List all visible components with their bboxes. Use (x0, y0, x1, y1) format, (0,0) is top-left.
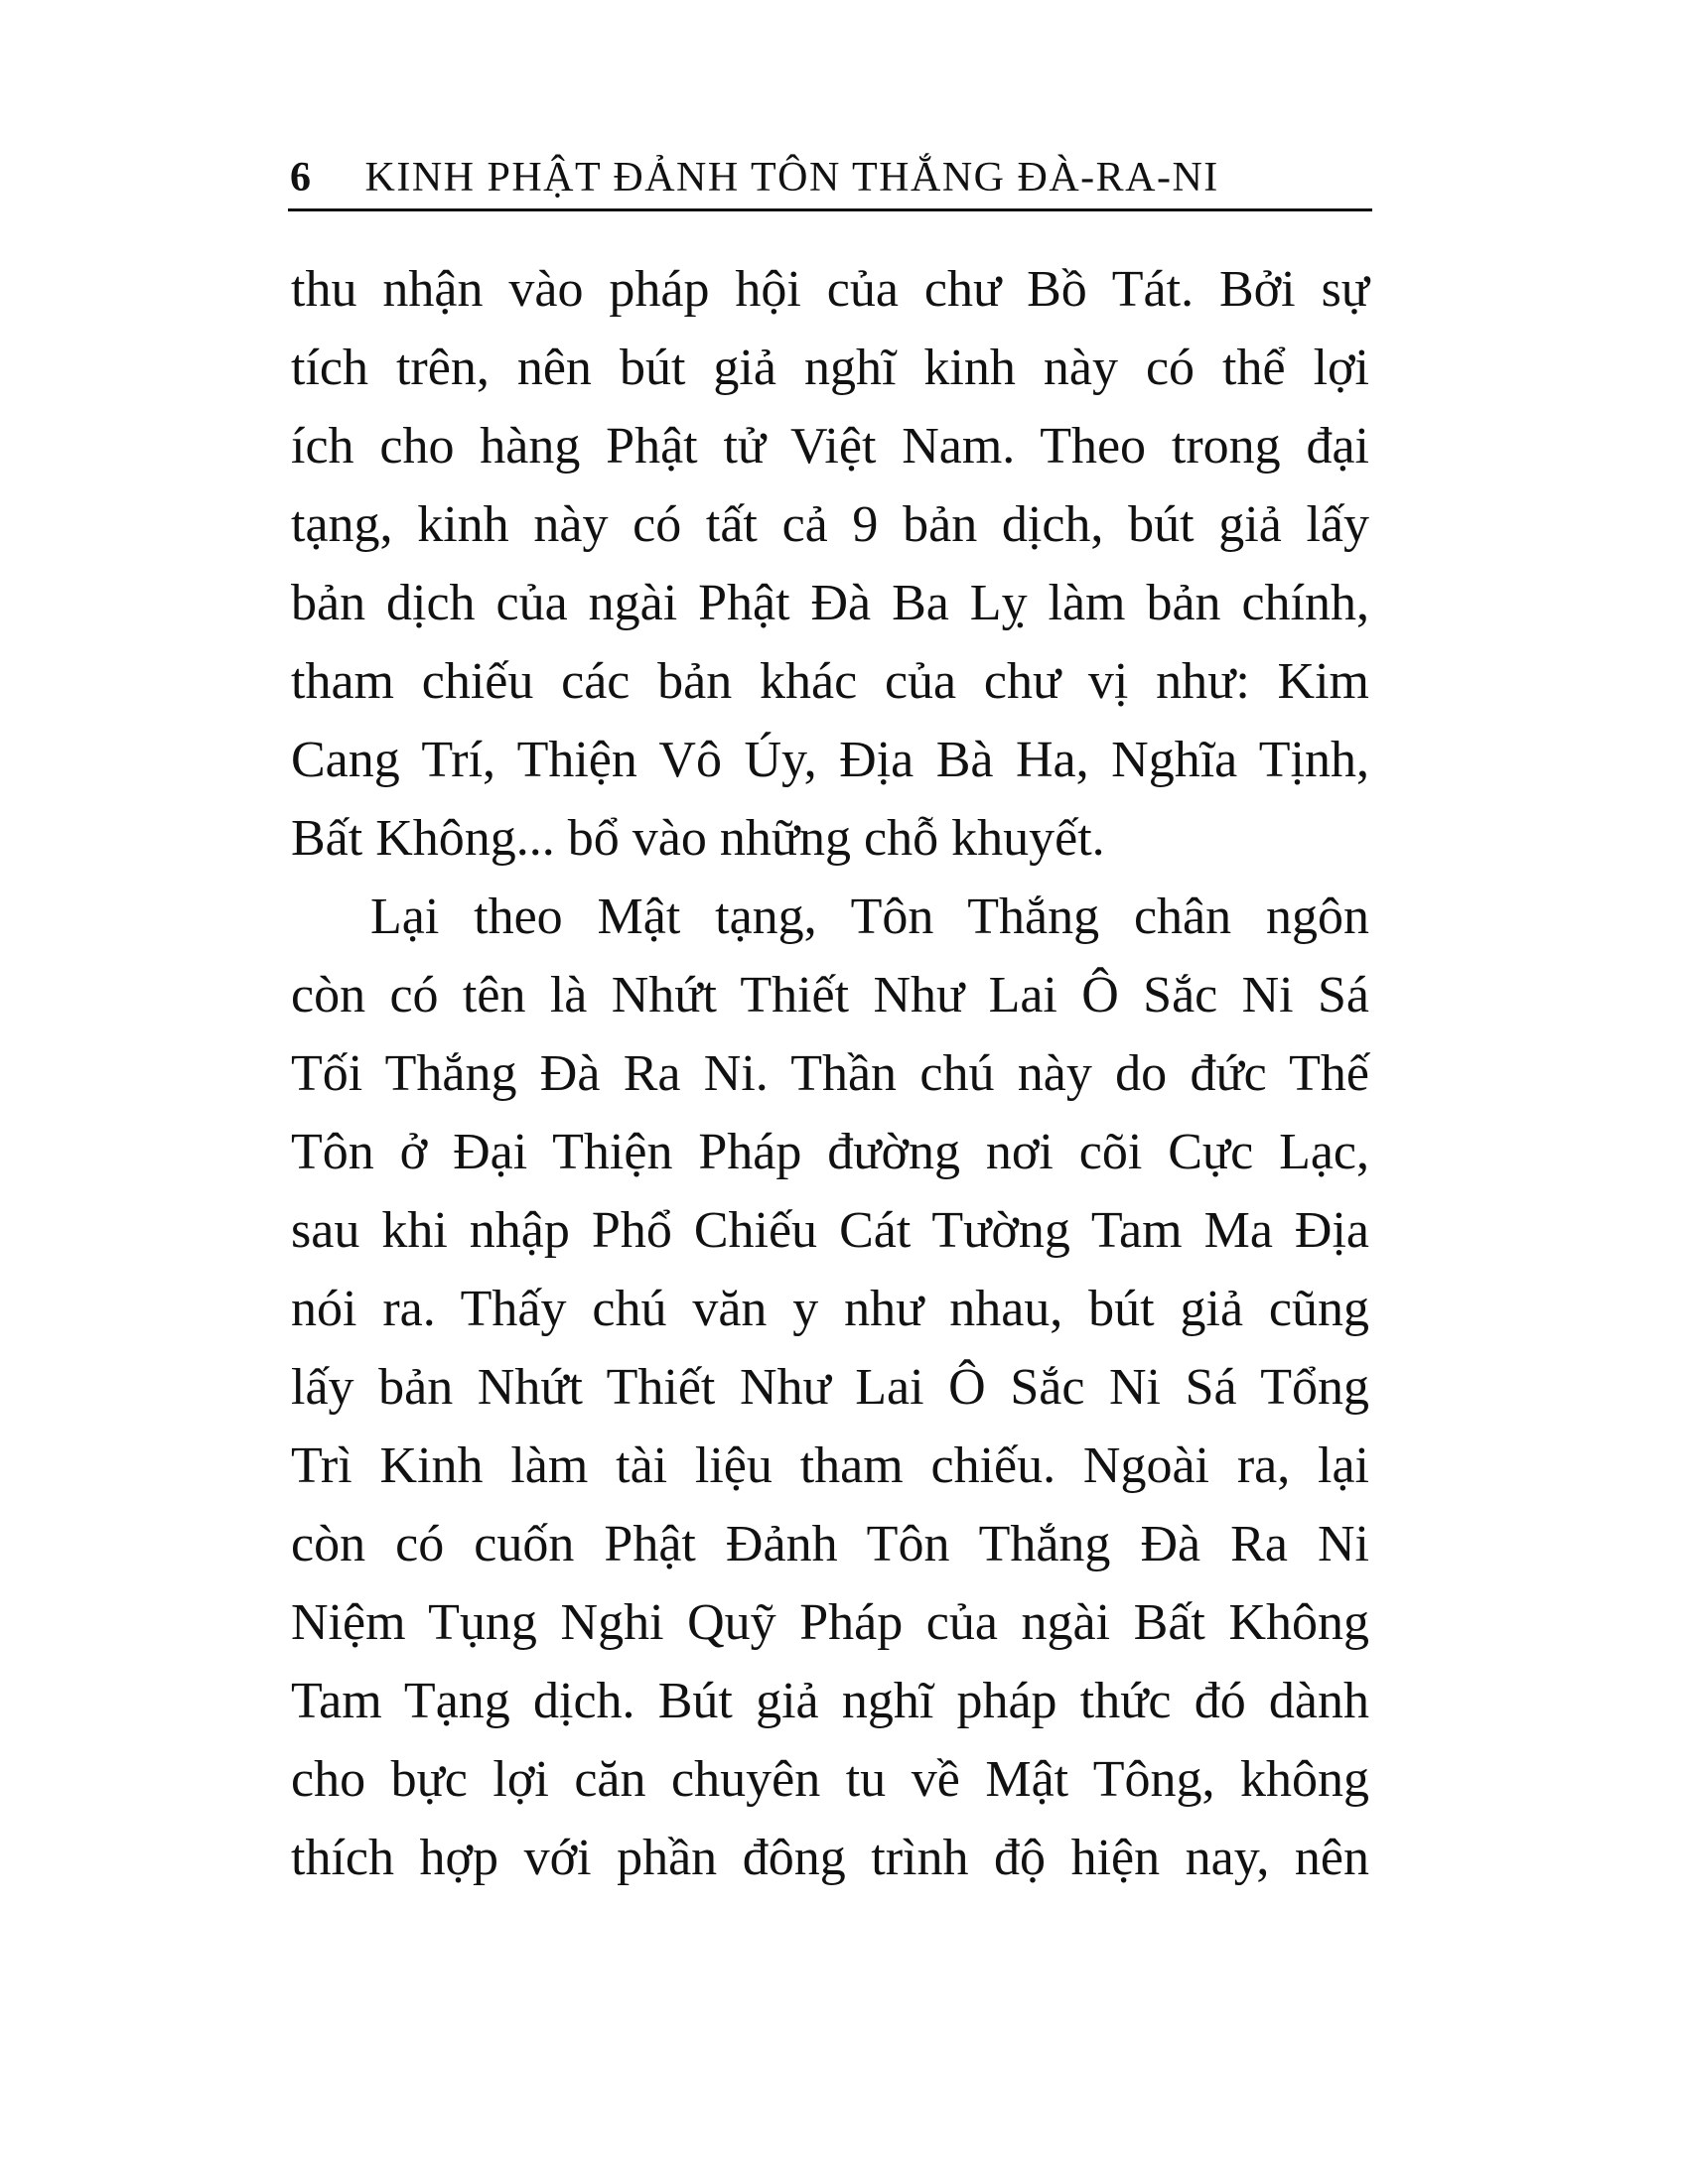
text-line: Bất Không... bổ vào những chỗ khuyết. (291, 810, 1105, 867)
text-line: tham chiếu các bản khác của chư vị như: Kim (291, 653, 1369, 710)
running-header (288, 147, 1372, 211)
text-line: tạng, kinh này có tất cả 9 bản dịch, bút giả lấy (291, 496, 1369, 553)
page-number: 6 (290, 155, 311, 201)
text-line: còn có cuốn Phật Đảnh Tôn Thắng Đà Ra Ni (291, 1516, 1369, 1572)
text-line: cho bực lợi căn chuyên tu về Mật Tông, không (291, 1751, 1369, 1808)
body-text (291, 250, 1369, 1897)
text-line: Lại theo Mật tạng, Tôn Thắng chân ngôn (370, 888, 1369, 945)
paragraph-1 (291, 250, 1369, 878)
text-line: thích hợp với phần đông trình độ hiện nay, nên (291, 1830, 1369, 1886)
text-line: Trì Kinh làm tài liệu tham chiếu. Ngoài ra, lại (291, 1437, 1369, 1494)
text-line: Tôn ở Đại Thiện Pháp đường nơi cõi Cực Lạc, (291, 1124, 1369, 1180)
text-line: tích trên, nên bút giả nghĩ kinh này có thể lợi (291, 340, 1369, 396)
text-line: còn có tên là Nhứt Thiết Như Lai Ô Sắc Ni Sá (291, 967, 1369, 1024)
text-line: lấy bản Nhứt Thiết Như Lai Ô Sắc Ni Sá Tổng (291, 1359, 1369, 1416)
text-line: bản dịch của ngài Phật Đà Ba Lỵ làm bản chính, (291, 575, 1369, 631)
text-line: ích cho hàng Phật tử Việt Nam. Theo trong đại (291, 418, 1369, 475)
book-title: KINH PHẬT ĐẢNH TÔN THẮNG ĐÀ-RA-NI (364, 155, 1219, 201)
text-line: Tối Thắng Đà Ra Ni. Thần chú này do đức Thế (291, 1045, 1369, 1102)
text-line: Cang Trí, Thiện Vô Úy, Địa Bà Ha, Nghĩa Tịnh, (291, 732, 1369, 788)
text-line: Niệm Tụng Nghi Quỹ Pháp của ngài Bất Không (291, 1594, 1369, 1651)
paragraph-2 (291, 878, 1369, 1897)
text-line: Tam Tạng dịch. Bút giả nghĩ pháp thức đó dành (291, 1673, 1369, 1729)
text-line: nói ra. Thấy chú văn y như nhau, bút giả cũng (291, 1281, 1369, 1337)
text-line: thu nhận vào pháp hội của chư Bồ Tát. Bởi sự (291, 261, 1369, 318)
text-line: sau khi nhập Phổ Chiếu Cát Tường Tam Ma Địa (291, 1202, 1369, 1259)
